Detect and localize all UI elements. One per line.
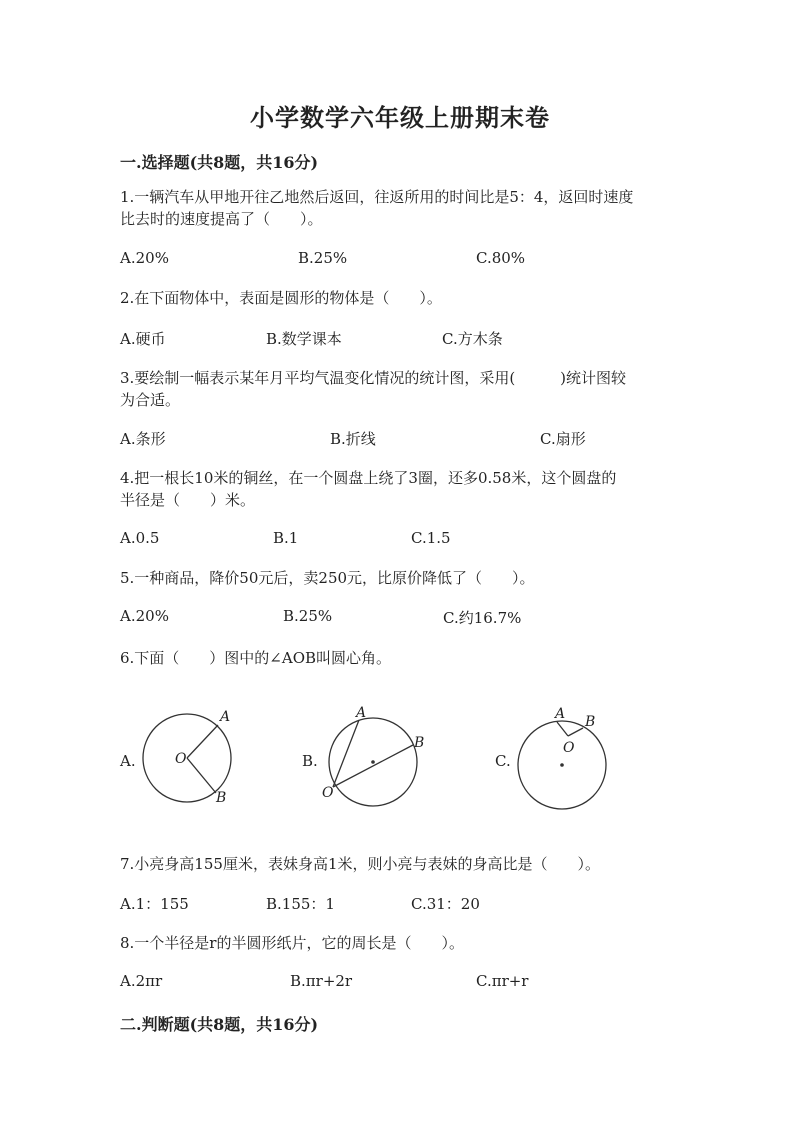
question-2-line-1: 2.在下面物体中，表面是圆形的物体是（ ）。 xyxy=(120,289,442,307)
question-8-option-b: B.πr+2r xyxy=(290,972,353,990)
question-2-option-c: C.方木条 xyxy=(442,330,503,348)
figure-a-point-a: A xyxy=(220,709,231,725)
question-6-line-1: 6.下面（ ）图中的∠AOB叫圆心角。 xyxy=(120,649,392,667)
question-8-option-a: A.2πr xyxy=(120,972,163,990)
page-title: 小学数学六年级上册期末卷 xyxy=(250,103,550,132)
question-8-option-c: C.πr+r xyxy=(476,972,529,990)
figure-b-point-o: O xyxy=(322,785,334,801)
figure-a-circle-diagram xyxy=(140,705,250,815)
question-3-option-a: A.条形 xyxy=(120,430,166,448)
question-7-option-c: C.31：20 xyxy=(411,895,480,913)
question-2-option-a: A.硬币 xyxy=(120,330,166,348)
figure-c-point-a: A xyxy=(555,706,566,722)
figure-b-point-b: B xyxy=(414,735,425,751)
question-5-line-1: 5.一种商品，降价50元后，卖250元，比原价降低了（ ）。 xyxy=(120,569,535,587)
question-2-option-b: B.数学课本 xyxy=(266,330,342,348)
section-heading-true-false: 二.判断题(共8题，共16分) xyxy=(120,1015,319,1034)
question-4-line-1: 4.把一根长10米的铜丝，在一个圆盘上绕了3圈，还多0.58米，这个圆盘的 xyxy=(120,469,617,487)
question-3-option-c: C.扇形 xyxy=(540,430,586,448)
question-4-line-2: 半径是（ ）米。 xyxy=(120,491,256,509)
question-1-option-c: C.80% xyxy=(476,249,526,267)
figure-c-point-b: B xyxy=(585,714,596,730)
question-3-option-b: B.折线 xyxy=(330,430,376,448)
question-4-option-a: A.0.5 xyxy=(120,529,160,547)
question-3-line-1: 3.要绘制一幅表示某年月平均气温变化情况的统计图，采用( )统计图较 xyxy=(120,369,627,387)
question-3-line-2: 为合适。 xyxy=(120,391,181,409)
figure-b-label: B. xyxy=(302,752,318,770)
question-7-line-1: 7.小亮身高155厘米，表妹身高1米，则小亮与表妹的身高比是（ ）。 xyxy=(120,855,600,873)
question-5-option-b: B.25% xyxy=(283,607,333,625)
question-1-option-b: B.25% xyxy=(298,249,348,267)
question-1-option-a: A.20% xyxy=(120,249,169,267)
figure-c-circle-diagram xyxy=(512,705,622,815)
figure-c-label: C. xyxy=(495,752,511,770)
figure-b-point-a: A xyxy=(356,705,367,721)
question-5-option-c: C.约16.7% xyxy=(443,609,522,627)
question-5-option-a: A.20% xyxy=(120,607,169,625)
question-8-line-1: 8.一个半径是r的半圆形纸片，它的周长是（ ）。 xyxy=(120,934,464,952)
figure-a-point-o: O xyxy=(175,751,187,767)
figure-a-label: A. xyxy=(120,752,136,770)
question-1-line-1: 1.一辆汽车从甲地开往乙地然后返回，往返所用的时间比是5：4，返回时速度 xyxy=(120,188,634,206)
figure-b-circle-diagram xyxy=(318,705,428,815)
figure-a-point-b: B xyxy=(216,790,227,806)
question-7-option-a: A.1：155 xyxy=(120,895,189,913)
question-1-line-2: 比去时的速度提高了（ ）。 xyxy=(120,210,323,228)
section-heading-choice: 一.选择题(共8题，共16分) xyxy=(120,153,319,172)
question-4-option-b: B.1 xyxy=(273,529,299,547)
question-7-option-b: B.155：1 xyxy=(266,895,335,913)
figure-c-point-o: O xyxy=(563,740,575,756)
question-4-option-c: C.1.5 xyxy=(411,529,451,547)
